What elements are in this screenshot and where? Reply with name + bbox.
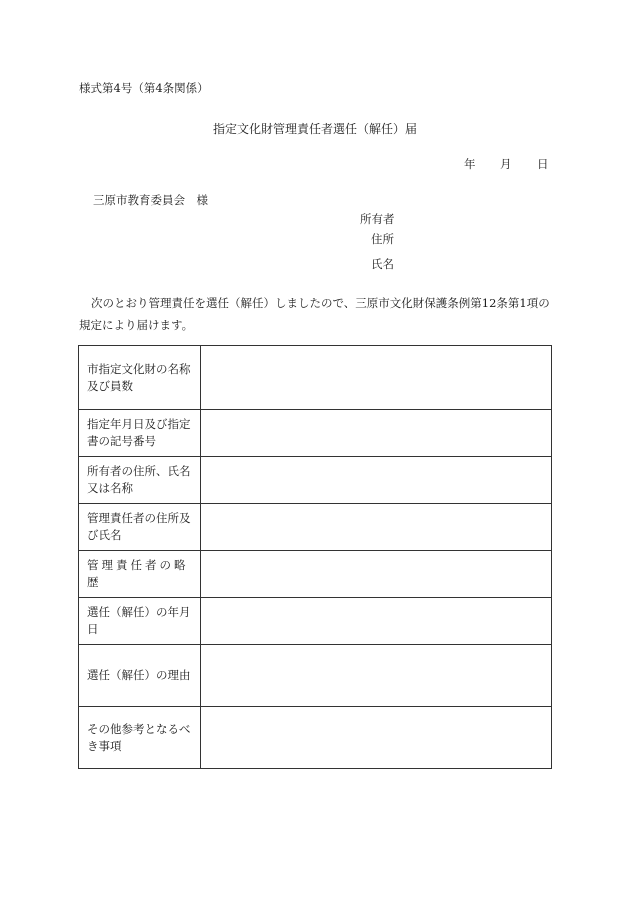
table-row — [79, 645, 552, 707]
table-row — [79, 346, 552, 410]
owner-address-label: 住所 — [371, 232, 394, 246]
row-value-other-notes[interactable] — [201, 707, 552, 769]
document-title: 指定文化財管理責任者選任（解任）届 — [212, 122, 417, 136]
date-day-label: 日 — [537, 157, 549, 171]
table-row — [79, 410, 552, 457]
date-year-label: 年 — [464, 157, 476, 171]
row-value-appointment-reason[interactable] — [201, 645, 552, 707]
owner-name-label: 氏名 — [371, 257, 394, 271]
table-row — [79, 598, 552, 645]
row-value-manager-career[interactable] — [201, 551, 552, 598]
row-label-manager: 管理責任者の住所及び氏名 — [79, 504, 201, 551]
row-label-cultural-property-name: 市指定文化財の名称及び員数 — [79, 346, 201, 410]
row-label-owner: 所有者の住所、氏名又は名称 — [79, 457, 201, 504]
body-text: 次のとおり管理責任を選任（解任）しましたので、三原市文化財保護条例第12条第1項の規定により届けます。 — [79, 296, 550, 332]
row-value-appointment-date[interactable] — [201, 598, 552, 645]
date-month-label: 月 — [500, 157, 512, 171]
notification-table — [78, 345, 552, 769]
form-number: 様式第4号（第4条関係） — [79, 81, 209, 95]
row-value-manager[interactable] — [201, 504, 552, 551]
row-label-appointment-reason: 選任（解任）の理由 — [79, 645, 201, 707]
row-label-manager-career: 管理責任者の略歴 — [79, 551, 201, 598]
table-row — [79, 551, 552, 598]
row-value-owner[interactable] — [201, 457, 552, 504]
table-row — [79, 457, 552, 504]
row-label-other-notes: その他参考となるべき事項 — [79, 707, 201, 769]
addressee: 三原市教育委員会 様 — [93, 193, 208, 207]
table-row — [79, 504, 552, 551]
row-label-designation-date: 指定年月日及び指定書の記号番号 — [79, 410, 201, 457]
table-row — [79, 707, 552, 769]
row-label-appointment-date: 選任（解任）の年月日 — [79, 598, 201, 645]
row-value-designation-date[interactable] — [201, 410, 552, 457]
owner-label: 所有者 — [360, 212, 395, 226]
row-value-cultural-property-name[interactable] — [201, 346, 552, 410]
